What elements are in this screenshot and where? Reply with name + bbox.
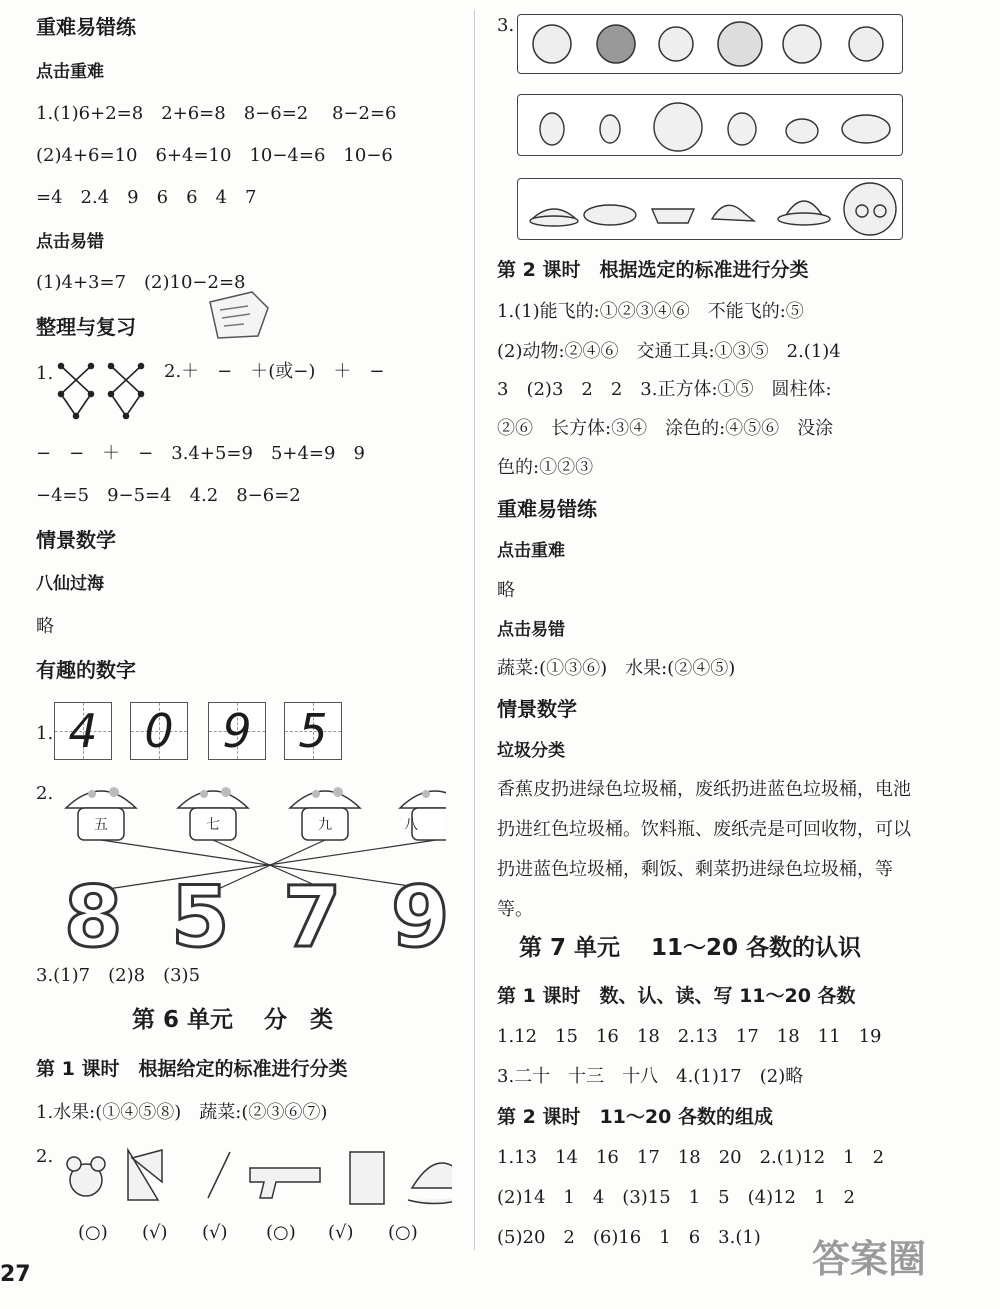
question-number: 2.: [36, 783, 54, 804]
lesson-title: 第 2 课时 根据选定的标准进行分类: [497, 259, 809, 281]
unit-title: 第 7 单元 11～20 各数的认识: [519, 935, 862, 961]
balls-illustration: [518, 15, 902, 73]
digit-writing-grid: [130, 702, 188, 760]
animals-illustration: [518, 95, 902, 155]
handwritten-digit: 0: [144, 704, 174, 758]
answer-line: ②⑥ 长方体:③④ 涂色的:④⑤⑥ 没涂: [497, 418, 834, 439]
answer-line: (2)4+6=10 6+4=10 10−4=6 10−6: [36, 145, 393, 166]
digit-writing-grid: [54, 702, 112, 760]
subsection-heading: 点击易错: [497, 620, 565, 640]
answer-mark: (√): [142, 1222, 168, 1243]
mushroom-label: 七: [206, 817, 220, 833]
mushroom-label: 八: [404, 817, 418, 833]
answer-line: 略: [497, 580, 515, 601]
subsection-heading: 垃圾分类: [497, 741, 565, 761]
question-number: 2.: [36, 1146, 54, 1167]
answer-line: 1.12 15 16 18 2.13 17 18 11 19: [497, 1026, 882, 1047]
sorting-box-hats: [517, 178, 903, 240]
answer-line: 1.(1)6+2=8 2+6=8 8−6=2 8−2=6: [36, 103, 397, 124]
watermark-logo: 答案圈: [812, 1237, 927, 1281]
answer-line: =4 2.4 9 6 6 4 7: [36, 187, 257, 208]
outlined-number: 7: [283, 868, 342, 966]
lesson-title: 第 1 课时 数、认、读、写 11～20 各数: [497, 985, 856, 1007]
sorting-box-balls: [517, 14, 903, 74]
section-heading: 重难易错练: [497, 497, 597, 521]
answer-mark: (√): [328, 1222, 354, 1243]
lesson-title: 第 2 课时 11～20 各数的组成: [497, 1106, 773, 1128]
scenario-paragraph: 香蕉皮扔进绿色垃圾桶，废纸扔进蓝色垃圾桶，电池扔进红色垃圾桶。饮料瓶、废纸壳是可回收物，可以扔进蓝色垃圾桶，剩饭、剩菜扔进绿色垃圾桶，等等。: [497, 779, 911, 920]
mushroom-label: 九: [318, 817, 332, 833]
hats-illustration: [518, 179, 902, 239]
answer-line: (2)14 1 4 (3)15 1 5 (4)12 1 2: [497, 1187, 855, 1208]
answer-line: 3.(1)7 (2)8 (3)5: [36, 965, 201, 986]
answer-line: −4=5 9−5=4 4.2 8−6=2: [36, 485, 301, 506]
stamp-icon: [204, 288, 274, 342]
subsection-heading: 点击重难: [36, 62, 104, 82]
answer-line: 2.＋ − ＋(或−) ＋ −: [164, 361, 385, 382]
outlined-number: 8: [64, 868, 123, 966]
section-heading: 有趣的数字: [36, 658, 136, 682]
lesson-title: 第 1 课时 根据给定的标准进行分类: [36, 1058, 348, 1080]
column-divider: [474, 10, 475, 1250]
unit-title: 第 6 单元 分 类: [132, 1007, 334, 1033]
answer-line: (2)动物:②④⑥ 交通工具:①③⑤ 2.(1)4: [497, 341, 841, 362]
question-number: 3.: [497, 15, 515, 36]
digit-writing-grid: [208, 702, 266, 760]
sorting-box-animals: [517, 94, 903, 156]
answer-line: − − ＋ − 3.4+5=9 5+4=9 9: [36, 443, 365, 464]
answer-mark: (○): [266, 1222, 296, 1243]
section-heading: 情景数学: [36, 528, 116, 552]
answer-line: 色的:①②③: [497, 457, 594, 478]
matching-lines-diagram: [56, 360, 156, 424]
section-heading: 整理与复习: [36, 315, 136, 339]
handwritten-digit: 5: [298, 704, 328, 758]
answer-mark: (√): [202, 1222, 228, 1243]
digit-writing-grid: [284, 702, 342, 760]
subsection-heading: 点击易错: [36, 232, 104, 252]
section-heading: 重难易错练: [36, 15, 136, 39]
answer-line: 1.13 14 16 17 18 20 2.(1)12 1 2: [497, 1147, 885, 1168]
answer-line: 略: [36, 616, 54, 637]
subsection-heading: 点击重难: [497, 541, 565, 561]
answer-line: 蔬菜:(①③⑥) 水果:(②④⑤): [497, 658, 736, 679]
question-number: 1.: [36, 723, 54, 744]
answer-line: 1.水果:(①④⑤⑧) 蔬菜:(②③⑥⑦): [36, 1102, 328, 1123]
mushroom-label: 五: [94, 817, 108, 833]
subsection-heading: 八仙过海: [36, 574, 104, 594]
question-number: 1.: [36, 363, 54, 384]
outlined-number: 5: [171, 868, 230, 966]
handwritten-digit: 9: [222, 704, 252, 758]
answer-line: 1.(1)能飞的:①②③④⑥ 不能飞的:⑤: [497, 301, 804, 322]
classification-objects-illustration: [62, 1142, 452, 1210]
answer-line: 3 (2)3 2 2 3.正方体:①⑤ 圆柱体:: [497, 379, 832, 400]
answer-mark: (○): [78, 1222, 108, 1243]
answer-mark: (○): [388, 1222, 418, 1243]
answer-line: (1)4+3=7 (2)10−2=8: [36, 272, 246, 293]
answer-line: 3.二十 十三 十八 4.(1)17 (2)略: [497, 1066, 804, 1087]
outlined-number: 9: [391, 868, 450, 966]
handwritten-digit: 4: [68, 704, 98, 758]
page-number: 27: [0, 1262, 31, 1287]
section-heading: 情景数学: [497, 697, 577, 721]
answer-line: (5)20 2 (6)16 1 6 3.(1): [497, 1227, 761, 1248]
